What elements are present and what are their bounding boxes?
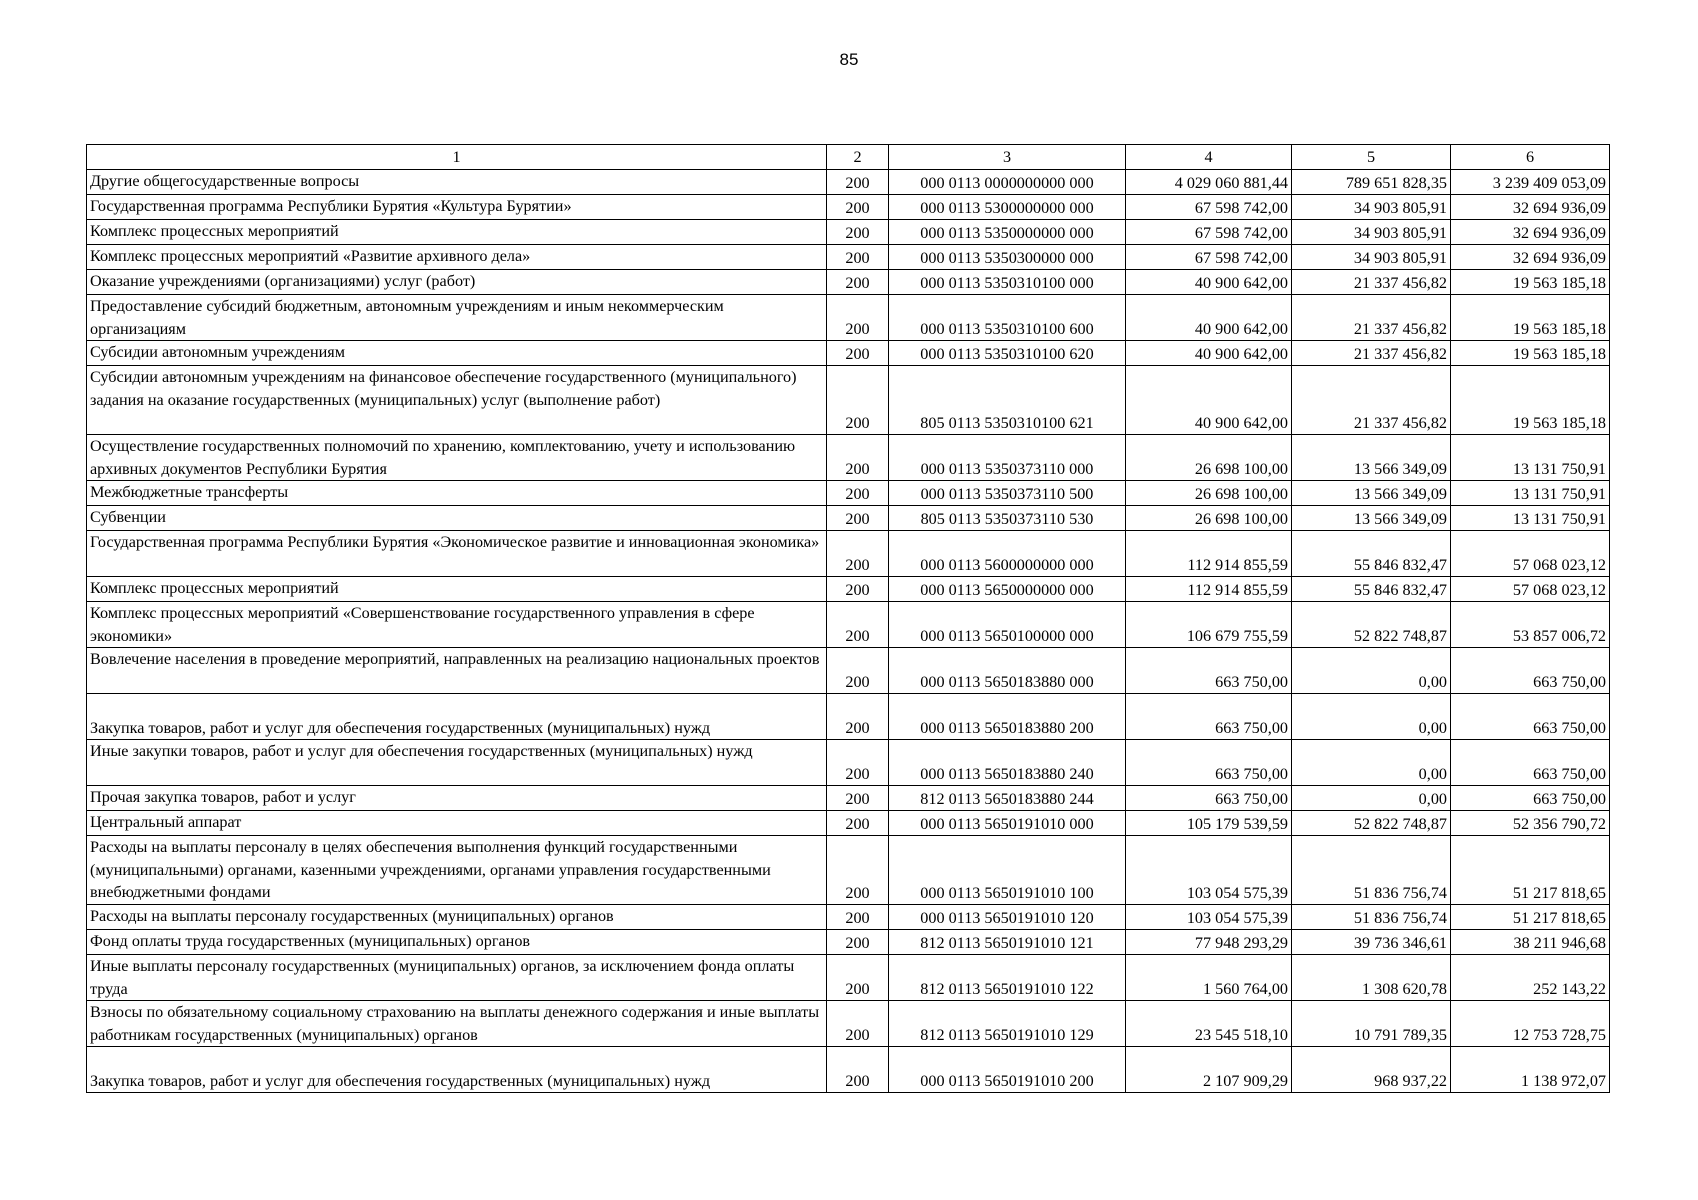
row-amount-col5: 789 651 828,35 [1292, 170, 1451, 195]
row-description: Осуществление государственных полномочий по хранению, комплектованию, учету и использованию архивных документов Республики Бурятия [87, 435, 827, 481]
row-amount-col5: 21 337 456,82 [1292, 270, 1451, 295]
row-amount-col4: 663 750,00 [1126, 648, 1292, 694]
row-classification-code: 812 0113 5650191010 122 [889, 955, 1126, 1001]
row-amount-col4: 67 598 742,00 [1126, 195, 1292, 220]
row-amount-col6: 19 563 185,18 [1451, 341, 1610, 366]
row-code: 200 [827, 930, 889, 955]
row-description: Субсидии автономным учреждениям на финансовое обеспечение государственного (муниципального) задания на оказание государственных (муниципальных) услуг (выполнение работ) [87, 366, 827, 435]
row-amount-col4: 1 560 764,00 [1126, 955, 1292, 1001]
row-amount-col6: 51 217 818,65 [1451, 836, 1610, 905]
table-row [87, 602, 1610, 648]
table-row [87, 435, 1610, 481]
column-header: 6 [1451, 145, 1610, 170]
table-row [87, 905, 1610, 930]
row-amount-col4: 663 750,00 [1126, 694, 1292, 740]
row-code: 200 [827, 366, 889, 435]
row-amount-col5: 0,00 [1292, 694, 1451, 740]
row-description: Центральный аппарат [87, 811, 827, 836]
row-classification-code: 812 0113 5650183880 244 [889, 786, 1126, 811]
column-header: 1 [87, 145, 827, 170]
row-description: Иные закупки товаров, работ и услуг для обеспечения государственных (муниципальных) нужд [87, 740, 827, 786]
table-header-row [87, 145, 1610, 170]
table-row [87, 930, 1610, 955]
row-amount-col6: 57 068 023,12 [1451, 577, 1610, 602]
table-row [87, 366, 1610, 435]
row-description: Иные выплаты персоналу государственных (муниципальных) органов, за исключением фонда оплаты труда [87, 955, 827, 1001]
table-row [87, 170, 1610, 195]
row-description: Субвенции [87, 506, 827, 531]
table-row [87, 341, 1610, 366]
row-code: 200 [827, 195, 889, 220]
row-amount-col6: 51 217 818,65 [1451, 905, 1610, 930]
row-amount-col6: 13 131 750,91 [1451, 481, 1610, 506]
row-code: 200 [827, 577, 889, 602]
row-amount-col5: 34 903 805,91 [1292, 195, 1451, 220]
table-row [87, 481, 1610, 506]
row-description: Прочая закупка товаров, работ и услуг [87, 786, 827, 811]
row-code: 200 [827, 531, 889, 577]
table-row [87, 531, 1610, 577]
row-code: 200 [827, 435, 889, 481]
table-row [87, 220, 1610, 245]
row-amount-col4: 663 750,00 [1126, 740, 1292, 786]
row-amount-col4: 40 900 642,00 [1126, 366, 1292, 435]
row-amount-col6: 38 211 946,68 [1451, 930, 1610, 955]
column-header: 3 [889, 145, 1126, 170]
row-classification-code: 000 0113 5650191010 100 [889, 836, 1126, 905]
row-amount-col4: 26 698 100,00 [1126, 481, 1292, 506]
table-row [87, 955, 1610, 1001]
row-classification-code: 000 0113 5350310100 600 [889, 295, 1126, 341]
table-row [87, 245, 1610, 270]
row-classification-code: 812 0113 5650191010 121 [889, 930, 1126, 955]
row-amount-col4: 112 914 855,59 [1126, 577, 1292, 602]
row-amount-col4: 77 948 293,29 [1126, 930, 1292, 955]
row-amount-col5: 52 822 748,87 [1292, 602, 1451, 648]
page-number: 85 [839, 50, 859, 69]
table-row [87, 836, 1610, 905]
row-code: 200 [827, 648, 889, 694]
row-classification-code: 000 0113 5300000000 000 [889, 195, 1126, 220]
row-amount-col5: 51 836 756,74 [1292, 836, 1451, 905]
row-amount-col4: 103 054 575,39 [1126, 905, 1292, 930]
row-classification-code: 000 0113 5350373110 500 [889, 481, 1126, 506]
table-row [87, 270, 1610, 295]
row-classification-code: 000 0113 5350000000 000 [889, 220, 1126, 245]
row-classification-code: 000 0113 5650183880 240 [889, 740, 1126, 786]
row-amount-col4: 40 900 642,00 [1126, 295, 1292, 341]
row-amount-col6: 663 750,00 [1451, 648, 1610, 694]
row-classification-code: 000 0113 5350310100 620 [889, 341, 1126, 366]
row-amount-col6: 3 239 409 053,09 [1451, 170, 1610, 195]
row-amount-col4: 26 698 100,00 [1126, 506, 1292, 531]
table-row [87, 811, 1610, 836]
row-code: 200 [827, 220, 889, 245]
table-row [87, 740, 1610, 786]
row-amount-col4: 112 914 855,59 [1126, 531, 1292, 577]
row-amount-col6: 663 750,00 [1451, 694, 1610, 740]
row-code: 200 [827, 955, 889, 1001]
row-classification-code: 000 0113 5650100000 000 [889, 602, 1126, 648]
row-description: Государственная программа Республики Бурятия «Экономическое развитие и инновационная экономика» [87, 531, 827, 577]
row-description: Комплекс процессных мероприятий «Совершенствование государственного управления в сфере экономики» [87, 602, 827, 648]
row-amount-col5: 21 337 456,82 [1292, 366, 1451, 435]
row-amount-col6: 32 694 936,09 [1451, 245, 1610, 270]
row-amount-col6: 32 694 936,09 [1451, 220, 1610, 245]
table-row [87, 195, 1610, 220]
row-amount-col4: 26 698 100,00 [1126, 435, 1292, 481]
row-amount-col5: 55 846 832,47 [1292, 531, 1451, 577]
row-code: 200 [827, 270, 889, 295]
row-code: 200 [827, 694, 889, 740]
row-description: Другие общегосударственные вопросы [87, 170, 827, 195]
row-amount-col5: 21 337 456,82 [1292, 341, 1451, 366]
row-classification-code: 805 0113 5350310100 621 [889, 366, 1126, 435]
row-amount-col5: 39 736 346,61 [1292, 930, 1451, 955]
row-amount-col6: 53 857 006,72 [1451, 602, 1610, 648]
table-row [87, 786, 1610, 811]
row-amount-col6: 1 138 972,07 [1451, 1047, 1610, 1093]
row-amount-col5: 0,00 [1292, 786, 1451, 811]
row-classification-code: 000 0113 5350310100 000 [889, 270, 1126, 295]
row-code: 200 [827, 170, 889, 195]
row-amount-col5: 21 337 456,82 [1292, 295, 1451, 341]
table-row [87, 577, 1610, 602]
row-classification-code: 812 0113 5650191010 129 [889, 1001, 1126, 1047]
column-header: 2 [827, 145, 889, 170]
row-description: Расходы на выплаты персоналу государственных (муниципальных) органов [87, 905, 827, 930]
row-description: Закупка товаров, работ и услуг для обеспечения государственных (муниципальных) нужд [87, 1047, 827, 1093]
row-code: 200 [827, 905, 889, 930]
row-amount-col4: 105 179 539,59 [1126, 811, 1292, 836]
row-classification-code: 000 0113 5600000000 000 [889, 531, 1126, 577]
row-description: Закупка товаров, работ и услуг для обеспечения государственных (муниципальных) нужд [87, 694, 827, 740]
row-description: Комплекс процессных мероприятий «Развитие архивного дела» [87, 245, 827, 270]
row-amount-col4: 40 900 642,00 [1126, 341, 1292, 366]
row-code: 200 [827, 740, 889, 786]
row-amount-col5: 55 846 832,47 [1292, 577, 1451, 602]
row-description: Комплекс процессных мероприятий [87, 220, 827, 245]
row-description: Предоставление субсидий бюджетным, автономным учреждениям и иным некоммерческим организациям [87, 295, 827, 341]
row-classification-code: 000 0113 5350373110 000 [889, 435, 1126, 481]
row-code: 200 [827, 836, 889, 905]
row-amount-col6: 252 143,22 [1451, 955, 1610, 1001]
row-description: Комплекс процессных мероприятий [87, 577, 827, 602]
row-amount-col5: 34 903 805,91 [1292, 220, 1451, 245]
row-code: 200 [827, 506, 889, 531]
row-amount-col6: 13 131 750,91 [1451, 506, 1610, 531]
row-amount-col5: 1 308 620,78 [1292, 955, 1451, 1001]
row-amount-col4: 67 598 742,00 [1126, 220, 1292, 245]
row-amount-col6: 32 694 936,09 [1451, 195, 1610, 220]
row-amount-col5: 10 791 789,35 [1292, 1001, 1451, 1047]
row-description: Вовлечение населения в проведение мероприятий, направленных на реализацию национальных проектов [87, 648, 827, 694]
row-code: 200 [827, 295, 889, 341]
row-code: 200 [827, 786, 889, 811]
row-amount-col6: 13 131 750,91 [1451, 435, 1610, 481]
row-amount-col4: 23 545 518,10 [1126, 1001, 1292, 1047]
row-classification-code: 000 0113 5650191010 120 [889, 905, 1126, 930]
row-amount-col6: 19 563 185,18 [1451, 270, 1610, 295]
row-amount-col4: 103 054 575,39 [1126, 836, 1292, 905]
row-amount-col5: 34 903 805,91 [1292, 245, 1451, 270]
row-amount-col4: 4 029 060 881,44 [1126, 170, 1292, 195]
row-amount-col5: 968 937,22 [1292, 1047, 1451, 1093]
row-amount-col6: 12 753 728,75 [1451, 1001, 1610, 1047]
row-description: Оказание учреждениями (организациями) услуг (работ) [87, 270, 827, 295]
table-row [87, 295, 1610, 341]
table-row [87, 1047, 1610, 1093]
row-amount-col6: 663 750,00 [1451, 740, 1610, 786]
row-amount-col5: 51 836 756,74 [1292, 905, 1451, 930]
row-amount-col5: 0,00 [1292, 648, 1451, 694]
column-header: 5 [1292, 145, 1451, 170]
row-amount-col5: 52 822 748,87 [1292, 811, 1451, 836]
row-amount-col4: 67 598 742,00 [1126, 245, 1292, 270]
row-classification-code: 000 0113 5650183880 200 [889, 694, 1126, 740]
row-amount-col5: 13 566 349,09 [1292, 506, 1451, 531]
column-header: 4 [1126, 145, 1292, 170]
row-amount-col6: 663 750,00 [1451, 786, 1610, 811]
row-classification-code: 000 0113 5650191010 200 [889, 1047, 1126, 1093]
row-description: Межбюджетные трансферты [87, 481, 827, 506]
row-amount-col4: 106 679 755,59 [1126, 602, 1292, 648]
row-amount-col5: 13 566 349,09 [1292, 481, 1451, 506]
row-amount-col4: 663 750,00 [1126, 786, 1292, 811]
table-row [87, 1001, 1610, 1047]
row-classification-code: 000 0113 5650191010 000 [889, 811, 1126, 836]
row-amount-col5: 13 566 349,09 [1292, 435, 1451, 481]
row-amount-col6: 19 563 185,18 [1451, 295, 1610, 341]
row-description: Субсидии автономным учреждениям [87, 341, 827, 366]
row-amount-col4: 40 900 642,00 [1126, 270, 1292, 295]
row-code: 200 [827, 341, 889, 366]
row-code: 200 [827, 811, 889, 836]
row-description: Расходы на выплаты персоналу в целях обеспечения выполнения функций государственными (муниципальными) органами, казенными учреждениями, органами управления государственными внебюджетными фондами [87, 836, 827, 905]
row-amount-col5: 0,00 [1292, 740, 1451, 786]
row-description: Фонд оплаты труда государственных (муниципальных) органов [87, 930, 827, 955]
row-amount-col6: 19 563 185,18 [1451, 366, 1610, 435]
table-row [87, 648, 1610, 694]
row-classification-code: 000 0113 5650183880 000 [889, 648, 1126, 694]
row-classification-code: 000 0113 5650000000 000 [889, 577, 1126, 602]
row-amount-col6: 52 356 790,72 [1451, 811, 1610, 836]
row-code: 200 [827, 245, 889, 270]
row-classification-code: 000 0113 0000000000 000 [889, 170, 1126, 195]
row-classification-code: 805 0113 5350373110 530 [889, 506, 1126, 531]
row-code: 200 [827, 1047, 889, 1093]
row-classification-code: 000 0113 5350300000 000 [889, 245, 1126, 270]
budget-table [86, 144, 1610, 1093]
row-code: 200 [827, 481, 889, 506]
table-row [87, 694, 1610, 740]
row-amount-col6: 57 068 023,12 [1451, 531, 1610, 577]
row-description: Взносы по обязательному социальному страхованию на выплаты денежного содержания и иные выплаты работникам государственных (муниципальных) органов [87, 1001, 827, 1047]
row-description: Государственная программа Республики Бурятия «Культура Бурятии» [87, 195, 827, 220]
row-amount-col4: 2 107 909,29 [1126, 1047, 1292, 1093]
row-code: 200 [827, 1001, 889, 1047]
table-row [87, 506, 1610, 531]
row-code: 200 [827, 602, 889, 648]
